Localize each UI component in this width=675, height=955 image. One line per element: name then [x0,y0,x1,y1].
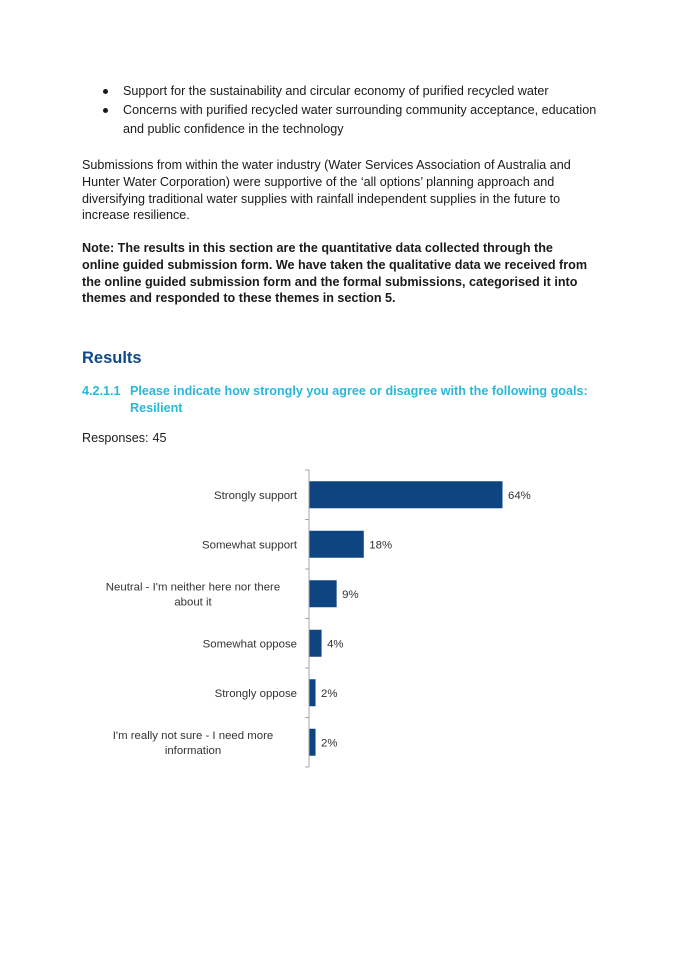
bullet-dot-icon [103,89,108,94]
bar [310,630,322,657]
data-label: 2% [321,737,338,750]
note-paragraph: Note: The results in this section are the quantitative data collected through the online guided submission form. We have taken the qualitative data we received from the online guided submission form and the formal submissions, categorised it into themes and responded to these themes in section 5. [82,241,588,306]
bar [310,481,503,508]
bullet-text: Concerns with purified recycled water surrounding community acceptance, education and public confidence in the technology [123,103,597,136]
question-number: 4.2.1.1 [82,384,121,398]
responses-count: 45 [152,431,167,445]
category-label: Somewhat oppose [202,638,297,651]
responses-line [82,431,167,445]
bar [310,580,337,607]
responses-label: Responses: [82,431,149,445]
category-label: I'm really not sure - I need more information [112,729,274,757]
bullet-item [82,82,602,101]
data-label: 2% [321,687,338,700]
data-label: 4% [327,638,344,651]
category-label: Somewhat support [202,539,297,552]
bar [310,531,364,558]
data-label: 9% [342,588,359,601]
question-text: Please indicate how strongly you agree or disagree with the following goals: Resilient [130,384,588,415]
bullet-item [82,101,602,139]
bar [310,729,316,756]
bar [310,679,316,706]
category-label: Strongly oppose [214,687,297,700]
industry-paragraph: Submissions from within the water industry (Water Services Association of Australia and Hunter Water Corporation) were supportive of the ‘all options’ planning approach and diversifying traditional water supplies with rainfall independent supplies in the future to increase resilience. [82,158,571,223]
data-label: 64% [508,489,531,502]
category-label: Strongly support [214,489,297,502]
results-heading: Results [82,349,142,367]
category-label: Neutral - I'm neither here nor there about it [105,581,281,609]
data-label: 18% [369,539,393,552]
question-heading [82,383,602,416]
bullet-text: Support for the sustainability and circular economy of purified recycled water [123,84,549,98]
bullet-list [82,82,602,139]
bullet-dot-icon [103,108,108,113]
bar-chart [0,460,675,780]
